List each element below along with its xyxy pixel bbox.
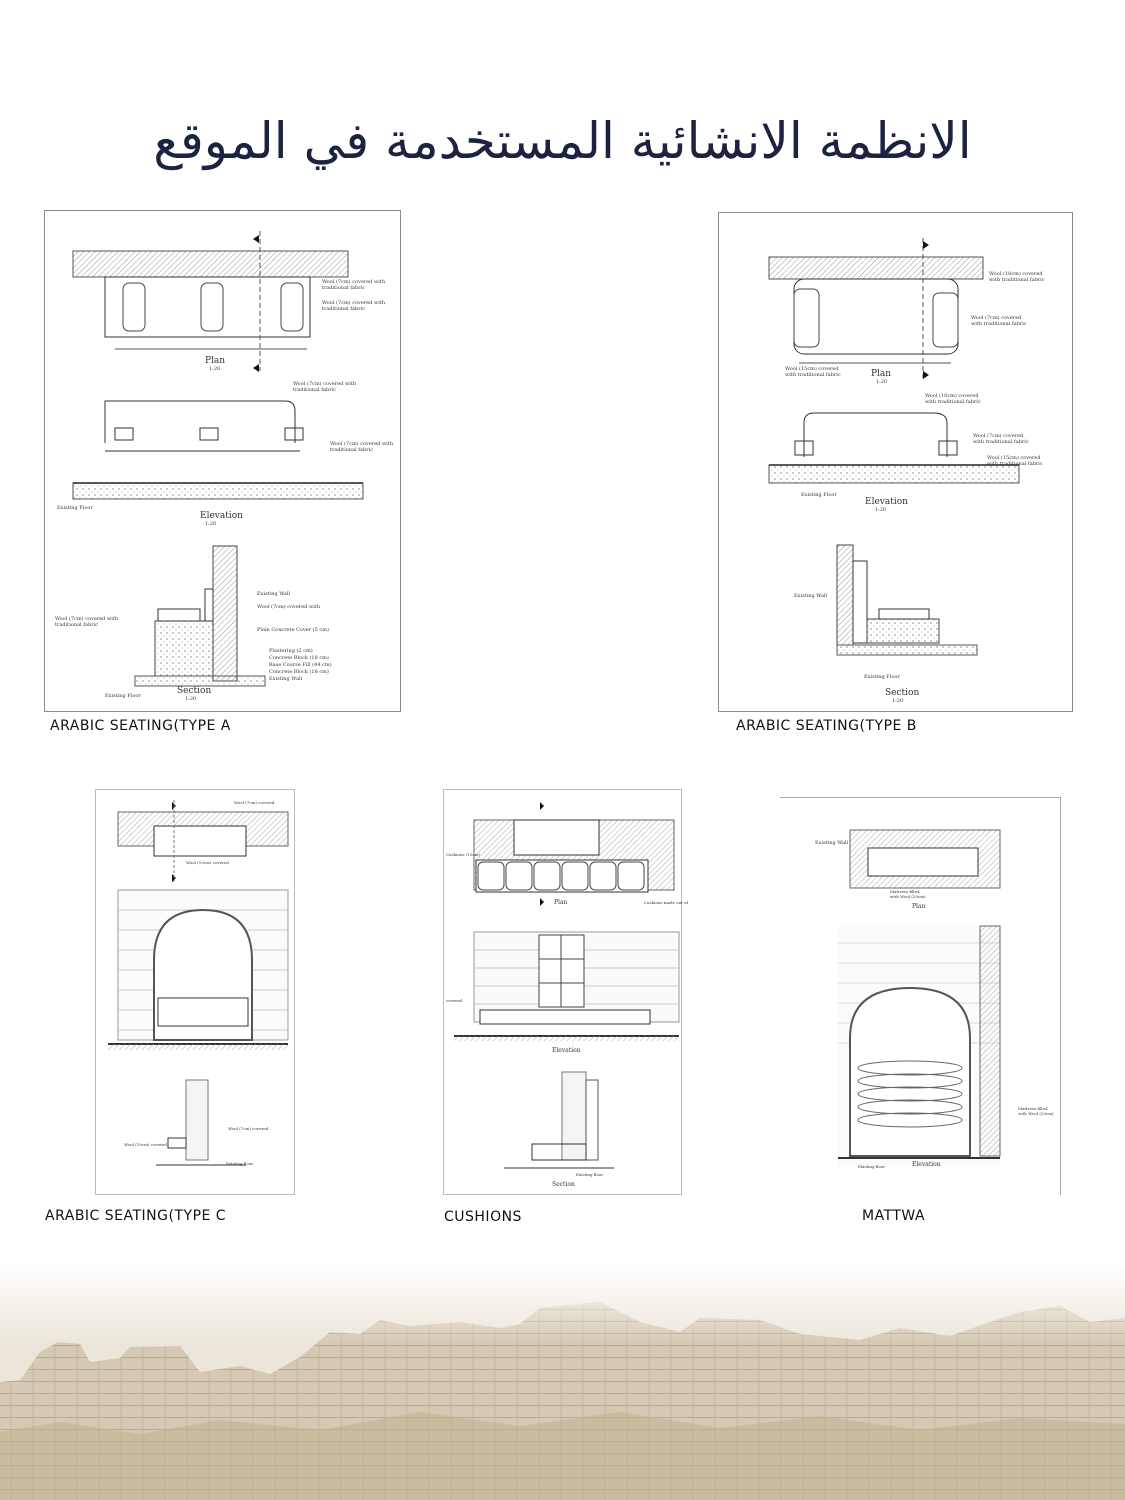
svg-text:Existing floor: Existing floor (576, 1172, 604, 1177)
type-a-drawing (45, 211, 400, 711)
svg-text:with traditional fabric: with traditional fabric (971, 321, 1027, 327)
svg-text:Existing Wall: Existing Wall (794, 593, 828, 599)
elevation-ground (73, 483, 363, 499)
caption-type-a: ARABIC SEATING(TYPE A (50, 718, 231, 734)
svg-text:Mattress filled: Mattress filled (890, 889, 920, 894)
svg-text:Elevation: Elevation (865, 497, 908, 507)
plan-wall-hatch (73, 251, 348, 277)
svg-text:Concrete Block (18 cm): Concrete Block (18 cm) (269, 669, 329, 675)
caption-cushions: CUSHIONS (444, 1209, 522, 1225)
svg-text:1:20: 1:20 (209, 366, 221, 372)
caption-type-c: ARABIC SEATING(TYPE C (45, 1208, 227, 1224)
section-wall (213, 546, 237, 681)
svg-text:1:20: 1:20 (875, 507, 887, 513)
svg-text:traditional fabric: traditional fabric (293, 387, 337, 393)
svg-text:Cushions made out of: Cushions made out of (644, 900, 688, 905)
svg-text:with traditional fabric: with traditional fabric (989, 277, 1045, 283)
svg-text:traditional fabric: traditional fabric (322, 306, 366, 312)
svg-text:with Wool (20cm): with Wool (20cm) (1018, 1111, 1054, 1116)
svg-text:Wool (7cm) covered with: Wool (7cm) covered with (322, 279, 386, 285)
svg-text:Plain Concrete Cover (5 cm): Plain Concrete Cover (5 cm) (257, 627, 329, 633)
svg-text:with traditional fabric: with traditional fabric (785, 372, 841, 378)
svg-text:Existing Wall: Existing Wall (815, 840, 849, 846)
type-a-section-label: Section (177, 686, 212, 696)
svg-text:1:20: 1:20 (876, 379, 888, 385)
svg-text:Wool (7cm) covered: Wool (7cm) covered (973, 433, 1024, 439)
svg-text:Wool (7cm) covered with: Wool (7cm) covered with (322, 300, 386, 306)
type-a-plan-label: Plan (205, 356, 226, 366)
svg-text:Wool (15cm) covered: Wool (15cm) covered (785, 366, 839, 372)
svg-text:covered: covered (446, 998, 463, 1003)
svg-text:Existing floor: Existing floor (858, 1164, 886, 1169)
svg-text:Existing Wall: Existing Wall (257, 591, 291, 597)
svg-text:with traditional fabric: with traditional fabric (973, 439, 1029, 445)
svg-text:Wool (7cm) covered with: Wool (7cm) covered with (330, 441, 394, 447)
type-a-elevation-label: Elevation (200, 511, 243, 521)
svg-text:1:20: 1:20 (205, 521, 217, 527)
caption-type-b: ARABIC SEATING(TYPE B (736, 718, 917, 734)
svg-text:Concrete Block (18 cm): Concrete Block (18 cm) (269, 655, 329, 661)
svg-text:Wool (15cm) covered: Wool (15cm) covered (987, 455, 1041, 461)
type-c-drawing (96, 790, 294, 1194)
svg-text:Base Course Fill (44 cm): Base Course Fill (44 cm) (269, 662, 332, 668)
svg-text:Cushions (15cm): Cushions (15cm) (446, 852, 481, 857)
svg-text:Existing Floor: Existing Floor (801, 492, 837, 498)
svg-text:Elevation: Elevation (552, 1047, 581, 1054)
svg-text:Wool (10cm) covered: Wool (10cm) covered (124, 1142, 167, 1147)
svg-text:Wool (10cm) covered: Wool (10cm) covered (186, 860, 229, 865)
svg-text:Wool (7cm) covered: Wool (7cm) covered (971, 315, 1022, 321)
svg-text:Plan: Plan (912, 903, 926, 910)
drawing-panel-type-b (718, 212, 1073, 712)
svg-text:Wool (7cm) covered: Wool (7cm) covered (228, 1126, 269, 1131)
drawing-panel-type-c (95, 789, 295, 1195)
cushions-drawing (444, 790, 688, 1194)
svg-text:Mattress filled: Mattress filled (1018, 1106, 1048, 1111)
svg-text:traditional fabric: traditional fabric (330, 447, 374, 453)
mattwa-drawing (780, 798, 1060, 1195)
svg-text:Wool (7cm) covered with: Wool (7cm) covered with (257, 604, 321, 610)
svg-text:with traditional fabric: with traditional fabric (925, 399, 981, 405)
svg-text:Wool (7cm) covered with: Wool (7cm) covered with (55, 616, 119, 622)
svg-text:Existing Floor: Existing Floor (864, 674, 900, 680)
old-town-skyline-image (0, 1262, 1125, 1500)
svg-text:Plastering (2 cm): Plastering (2 cm) (269, 648, 313, 654)
svg-text:Wool (10cm) covered: Wool (10cm) covered (925, 393, 979, 399)
section-seat-fill (155, 621, 213, 676)
svg-text:Existing Wall: Existing Wall (269, 676, 303, 682)
caption-mattwa: MATTWA (862, 1208, 926, 1224)
svg-text:Existing Floor: Existing Floor (105, 693, 141, 699)
type-b-drawing (719, 213, 1072, 711)
svg-text:1:20: 1:20 (185, 696, 197, 702)
drawing-panel-cushions (443, 789, 688, 1195)
page-title: الانظمة الانشائية المستخدمة في الموقع (153, 112, 972, 170)
svg-text:Wool (18cm) covered: Wool (18cm) covered (989, 271, 1043, 277)
svg-text:with traditional fabric: with traditional fabric (987, 461, 1043, 467)
drawing-panel-mattwa (780, 797, 1061, 1195)
svg-text:traditional fabric: traditional fabric (55, 622, 99, 628)
svg-text:1:20: 1:20 (892, 698, 904, 704)
svg-text:with Wool (20cm): with Wool (20cm) (890, 894, 926, 899)
svg-text:Elevation: Elevation (912, 1161, 941, 1168)
svg-text:Wool (7cm) covered: Wool (7cm) covered (234, 800, 275, 805)
svg-text:traditional fabric: traditional fabric (322, 285, 366, 291)
svg-text:Plan: Plan (554, 899, 568, 906)
svg-text:Existing Floor: Existing Floor (57, 505, 93, 511)
drawing-panel-type-a (44, 210, 401, 712)
svg-text:Existing floor: Existing floor (226, 1161, 254, 1166)
svg-text:Section: Section (885, 688, 920, 698)
plan-bench (105, 277, 310, 337)
svg-text:Wool (7cm) covered with: Wool (7cm) covered with (293, 381, 357, 387)
svg-text:Section: Section (552, 1181, 575, 1188)
svg-text:Plan: Plan (871, 369, 892, 379)
